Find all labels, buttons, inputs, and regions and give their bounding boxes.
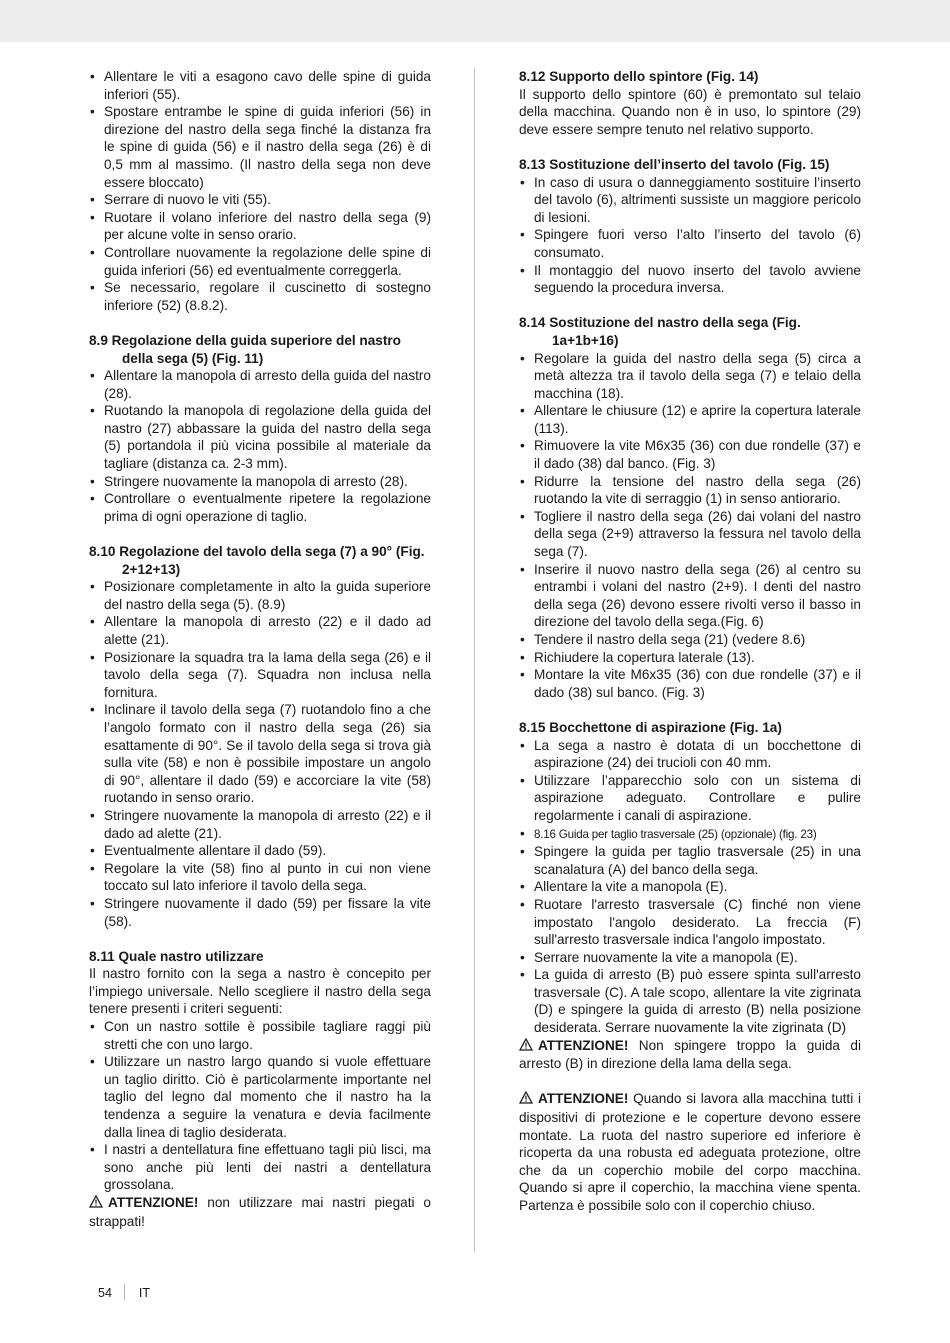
warning-text: Quando si lavora alla macchina tutti i dispositivi di protezione e le coperture devono essere montate. La ruota del nastro superiore ed inferiore è ricoperta da una robusta ed adeguata protezione, oltre che da un coperchio mobile del corpo macchina. Quando si apre il coperchio, la macchina viene spenta. Partenza è possibile solo con il coperchio chiuso. xyxy=(519,1091,861,1213)
list-item-text: La guida di arresto (B) può essere spinta sull'arresto trasversale (C). A tale scopo, allentare la vite zigrinata (D) e spingere la guida di arresto (B) nella posizione desiderata. Serrare nuovamente la vite zigrinata (D) xyxy=(534,967,861,1036)
warning-label: ATTENZIONE! xyxy=(538,1037,629,1053)
bullet-dot-icon: • xyxy=(90,1019,95,1035)
list-item-text: Controllare nuovamente la regolazione delle spine di guida inferiori (56) ed eventualmente correggerla. xyxy=(104,244,431,278)
list-item xyxy=(89,1053,431,1141)
right-column xyxy=(519,68,861,1215)
section-8-9-heading: 8.9 Regolazione della guida superiore del nastro della sega (5) (Fig. 11) xyxy=(89,332,401,366)
list-item xyxy=(519,966,861,1036)
section-8-14-heading: 8.14 Sostituzione del nastro della sega (Fig. 1a+1b+16) xyxy=(519,315,801,348)
list-item-text: Regolare la guida del nastro della sega (5) circa a metà altezza tra il tavolo della sega (7) e telaio della macchina (18). xyxy=(534,350,861,401)
list-item xyxy=(89,473,431,491)
bullet-dot-icon: • xyxy=(90,1142,95,1158)
list-item-text: Allentare la vite a manopola (E). xyxy=(534,879,728,895)
list-item xyxy=(519,949,861,967)
bullet-dot-icon: • xyxy=(520,632,525,647)
warning-triangle-icon xyxy=(519,1091,534,1109)
list-item xyxy=(89,842,431,860)
list-item xyxy=(89,807,431,842)
section-8-12-text: Il supporto dello spintore (60) è premontato sul telaio della macchina. Quando non è in uso, lo spintore (29) deve essere sempre tenuto nel relativo supporto. xyxy=(519,86,861,137)
bullet-dot-icon: • xyxy=(90,104,95,120)
list-item-text: Stringere nuovamente la manopola di arresto (28). xyxy=(104,473,408,489)
section-8-15-heading: 8.15 Bocchettone di aspirazione (Fig. 1a) xyxy=(519,719,782,735)
section-8-16-list xyxy=(519,843,861,1037)
bullet-dot-icon: • xyxy=(520,473,525,489)
page-footer xyxy=(98,1284,150,1302)
section-8-14-list xyxy=(519,350,861,702)
column-divider xyxy=(474,68,475,1252)
list-item xyxy=(89,209,431,244)
bullet-dot-icon: • xyxy=(520,772,525,788)
section-8-10-list xyxy=(89,578,431,930)
list-item xyxy=(89,68,431,103)
bullet-dot-icon: • xyxy=(90,895,95,911)
list-item xyxy=(519,402,861,437)
list-item-text: Ruotando la manopola di regolazione della guida del nastro (27) abbassare la guida del nastro della sega (5) portandola il più vicina possibile al materiale da tagliare (distanza ca. 2-3 mm). xyxy=(104,403,431,472)
list-item xyxy=(519,631,861,649)
bullet-dot-icon: • xyxy=(90,403,95,419)
bullet-dot-icon: • xyxy=(90,614,95,630)
section-8-10-heading: 8.10 Regolazione del tavolo della sega (7) a 90° (Fig. 2+12+13) xyxy=(89,544,425,577)
list-item xyxy=(89,578,431,613)
language-code: IT xyxy=(138,1286,151,1300)
warning-label: ATTENZIONE! xyxy=(108,1195,199,1210)
list-item xyxy=(89,1018,431,1053)
bullet-dot-icon: • xyxy=(520,737,525,753)
list-item xyxy=(519,896,861,949)
bullet-dot-icon: • xyxy=(90,860,95,876)
intro-list xyxy=(89,68,431,314)
list-item-text: Allentare le chiusure (12) e aprire la copertura laterale (113). xyxy=(534,403,861,436)
list-item xyxy=(89,649,431,702)
list-item-text: Regolare la vite (58) fino al punto in cui non viene toccato sul lato inferiore il tavolo della sega. xyxy=(104,860,431,894)
list-item xyxy=(89,244,431,279)
bullet-dot-icon: • xyxy=(520,649,525,665)
list-item-text: Tendere il nastro della sega (21) (vedere 8.6) xyxy=(534,632,806,647)
section-8-16-line xyxy=(519,825,861,844)
section-8-15-list-a xyxy=(519,737,861,825)
list-item-text: Ridurre la tensione del nastro della sega (26) ruotando la vite di serraggio (1) in senso antiorario. xyxy=(534,473,861,507)
list-item xyxy=(89,103,431,191)
section-8-12-heading: 8.12 Supporto dello spintore (Fig. 14) xyxy=(519,69,759,84)
list-item-text: Spingere fuori verso l’alto l’inserto del tavolo (6) consumato. xyxy=(534,227,861,260)
list-item xyxy=(519,772,861,825)
list-item xyxy=(89,701,431,807)
warning-note-guide xyxy=(519,1037,861,1073)
bullet-dot-icon: • xyxy=(90,702,95,718)
list-item xyxy=(89,895,431,930)
list-item-text: Ruotare l'arresto trasversale (C) finché non viene impostato l'angolo desiderato. La freccia (F) sull'arresto trasversale indica l'angolo impostato. xyxy=(534,896,861,948)
list-item xyxy=(89,860,431,895)
bullet-dot-icon: • xyxy=(520,227,525,243)
bullet-dot-icon: • xyxy=(520,844,525,860)
left-column xyxy=(89,68,431,1230)
list-item-text: Allentare la manopola di arresto della guida del nastro (28). xyxy=(104,368,431,401)
footer-divider xyxy=(124,1284,125,1300)
bullet-dot-icon: • xyxy=(520,350,525,366)
list-item-text: Stringere nuovamente la manopola di arresto (22) e il dado ad alette (21). xyxy=(104,807,431,841)
list-item-text: Serrare nuovamente la vite a manopola (E). xyxy=(534,949,798,965)
warning-triangle-icon xyxy=(89,1195,104,1213)
list-item xyxy=(519,737,861,772)
bullet-dot-icon: • xyxy=(90,807,95,823)
list-item-text: Ruotare il volano inferiore del nastro della sega (9) per alcune volte in senso orario. xyxy=(104,209,431,243)
bullet-dot-icon: • xyxy=(90,649,95,665)
list-item-text: Spostare entrambe le spine di guida inferiori (56) in direzione del nastro della sega finché la distanza fra le spine di guida (56) e il nastro della sega (26) è di 0,5 mm al massimo. (Il nastro della sega non deve essere bloccato) xyxy=(104,104,431,190)
bullet-dot-icon: • xyxy=(90,280,95,296)
section-8-11-list xyxy=(89,1018,431,1194)
bullet-dot-icon: • xyxy=(90,244,95,260)
bullet-dot-icon: • xyxy=(520,262,525,278)
list-item-text: Allentare la manopola di arresto (22) e il dado ad alette (21). xyxy=(104,614,431,647)
list-item-text: Utilizzare l’apparecchio solo con un sistema di aspirazione adeguato. Controllare e pulire regolarmente i canali di aspirazione. xyxy=(534,772,861,823)
list-item xyxy=(89,367,431,402)
section-8-13-heading: 8.13 Sostituzione dell’inserto del tavolo (Fig. 15) xyxy=(519,156,830,172)
list-item-text: Se necessario, regolare il cuscinetto di sostegno inferiore (52) (8.8.2). xyxy=(104,280,431,313)
list-item-text: Utilizzare un nastro largo quando si vuole effettuare un taglio diritto. Ciò è particolarmente importante nel taglio del legno dal momento che il nastro ha la tendenza a seguire la venatura e devia facilmente dalla linea di taglio desiderata. xyxy=(104,1054,431,1140)
bullet-dot-icon: • xyxy=(90,579,95,595)
list-item-text: Posizionare la squadra tra la lama della sega (26) e il tavolo della sega (7). Squadra non inclusa nella fornitura. xyxy=(104,649,431,700)
warning-triangle-icon xyxy=(519,1038,534,1056)
list-item xyxy=(519,649,861,667)
list-item-text: Spingere la guida per taglio trasversale (25) in una scanalatura (A) del banco della sega. xyxy=(534,844,861,877)
list-item-text: Inserire il nuovo nastro della sega (26) al centro su entrambi i volani del nastro (2+9). I denti del nastro della sega (26) devono essere rivolti verso il basso in direzione del tavolo della sega.(Fig. 6) xyxy=(534,561,861,630)
list-item-text: Controllare o eventualmente ripetere la regolazione prima di ogni operazione di taglio. xyxy=(104,491,431,524)
bullet-dot-icon: • xyxy=(90,473,95,489)
bullet-dot-icon: • xyxy=(90,192,95,208)
bullet-dot-icon: • xyxy=(90,1054,95,1070)
bullet-dot-icon: • xyxy=(90,69,95,84)
list-item xyxy=(519,473,861,508)
list-item-text: Con un nastro sottile è possibile tagliare raggi più stretti che con uno largo. xyxy=(104,1019,431,1052)
list-item xyxy=(89,191,431,209)
page-number: 54 xyxy=(98,1286,112,1300)
list-item xyxy=(89,402,431,472)
section-8-13-list xyxy=(519,174,861,297)
section-8-11-intro: Il nastro fornito con la sega a nastro è concepito per l’impiego universale. Nello scegliere il nastro della sega tenere presenti i criteri seguenti: xyxy=(89,966,431,1017)
list-item xyxy=(519,666,861,701)
warning-note-blades xyxy=(89,1194,431,1230)
bullet-dot-icon: • xyxy=(520,438,525,454)
list-item xyxy=(519,226,861,261)
section-8-11-heading: 8.11 Quale nastro utilizzare xyxy=(89,948,264,964)
bullet-dot-icon: • xyxy=(90,491,95,507)
list-item-text: In caso di usura o danneggiamento sostituire l’inserto del tavolo (6), altrimenti sussiste un maggiore pericolo di lesioni. xyxy=(534,174,861,225)
list-item-text: Serrare di nuovo le viti (55). xyxy=(104,192,271,208)
bullet-dot-icon: • xyxy=(520,561,525,577)
bullet-dot-icon: • xyxy=(520,508,525,524)
bullet-dot-icon: • xyxy=(90,843,95,859)
warning-text: non utilizzare mai nastri piegati o strappati! xyxy=(89,1195,431,1229)
list-item xyxy=(519,561,861,631)
bullet-dot-icon: • xyxy=(520,879,525,895)
bullet-dot-icon: • xyxy=(520,967,525,983)
list-item xyxy=(519,174,861,227)
bullet-dot-icon: • xyxy=(520,949,525,965)
bullet-dot-icon: • xyxy=(520,896,525,912)
list-item xyxy=(89,613,431,648)
warning-label: ATTENZIONE! xyxy=(538,1091,629,1107)
list-item: • 8.16 Guida per taglio trasversale (25) (opzionale) (fig. 23) xyxy=(520,825,817,841)
list-item-text: Eventualmente allentare il dado (59). xyxy=(104,843,327,859)
list-item xyxy=(519,508,861,561)
list-item-text: Montare la vite M6x35 (36) con due rondelle (37) e il dado (38) sul banco. (Fig. 3) xyxy=(534,667,861,700)
bullet-dot-icon: • xyxy=(520,667,525,683)
bullet-dot-icon: • xyxy=(520,403,525,419)
bullet-dot-icon: • xyxy=(90,209,95,225)
list-item-text: Richiudere la copertura laterale (13). xyxy=(534,649,755,665)
bullet-dot-icon: • xyxy=(520,825,525,841)
list-item xyxy=(519,262,861,297)
list-item xyxy=(519,350,861,403)
list-item xyxy=(89,279,431,314)
list-item xyxy=(89,490,431,525)
list-item xyxy=(519,437,861,472)
list-item xyxy=(519,878,861,896)
warning-text: Non spingere troppo la guida di arresto (B) in direzione della lama della sega. xyxy=(519,1037,861,1072)
list-item-text: Posizionare completamente in alto la guida superiore del nastro della sega (5). (8.9) xyxy=(104,579,431,612)
list-item xyxy=(519,843,861,878)
bullet-dot-icon: • xyxy=(520,174,525,190)
list-item xyxy=(89,1141,431,1194)
list-item-text: Stringere nuovamente il dado (59) per fissare la vite (58). xyxy=(104,895,431,929)
list-item-text: Rimuovere la vite M6x35 (36) con due rondelle (37) e il dado (38) dal banco. (Fig. 3) xyxy=(534,438,861,472)
top-bar xyxy=(0,0,950,42)
list-item-text: La sega a nastro è dotata di un bocchettone di aspirazione (24) dei trucioli con 40 mm. xyxy=(534,737,861,771)
warning-note-guards xyxy=(519,1090,861,1214)
bullet-dot-icon: • xyxy=(90,368,95,384)
section-8-9-list xyxy=(89,367,431,525)
list-item-text: I nastri a dentellatura fine effettuano tagli più lisci, ma sono anche più lenti dei nastri a dentellatura grossolana. xyxy=(104,1142,431,1193)
list-item-text: Togliere il nastro della sega (26) dai volani del nastro della sega (2+9) attraverso la fessura nel tavolo della sega (7). xyxy=(534,508,861,560)
list-item-text: Inclinare il tavolo della sega (7) ruotandolo fino a che l’angolo formato con il nastro della sega (26) sia esattamente di 90°. Se il tavolo della sega si trova già sulla vite (58) e non è possibile impostare un angolo di 90°, allentare il dado (59) e accorciare la vite (58) ruotando in senso orario. xyxy=(104,702,431,806)
list-item-text: Allentare le viti a esagono cavo delle spine di guida inferiori (55). xyxy=(104,69,431,102)
list-item-text: Il montaggio del nuovo inserto del tavolo avviene seguendo la procedura inversa. xyxy=(534,262,861,296)
